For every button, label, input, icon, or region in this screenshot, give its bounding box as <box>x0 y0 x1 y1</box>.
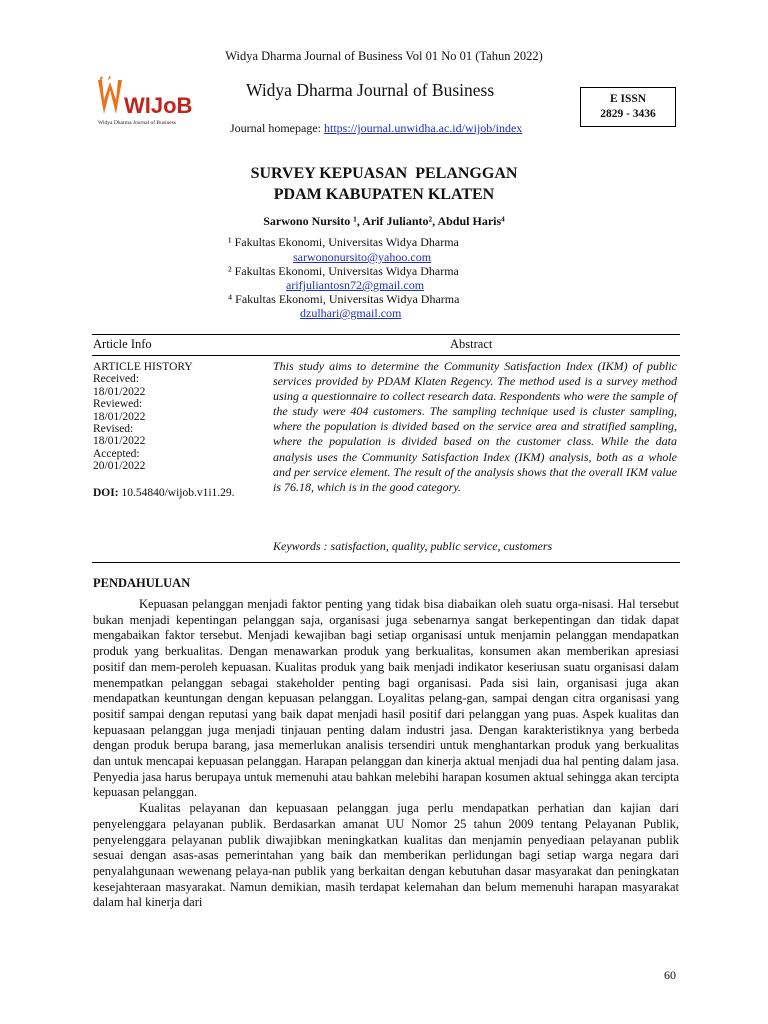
journal-logo <box>96 76 196 132</box>
author-list: Sarwono Nursito ¹, Arif Julianto², Abdul Haris⁴ <box>263 214 505 228</box>
author-email-3[interactable]: dzulhari@gmail.com <box>300 306 402 320</box>
divider-top <box>92 334 680 335</box>
wijob-logo-icon <box>96 76 196 120</box>
accepted-label: Accepted: <box>93 447 140 460</box>
page-number: 60 <box>664 968 676 982</box>
issn-box <box>580 87 676 127</box>
abstract-heading: Abstract <box>450 337 493 351</box>
doi-label: DOI: <box>93 487 119 499</box>
history-label: ARTICLE HISTORY <box>93 361 193 373</box>
doi <box>93 487 235 499</box>
author-email-2[interactable]: arifjuliantosn72@gmail.com <box>286 278 425 292</box>
journal-homepage <box>230 121 522 136</box>
article-history <box>93 361 193 473</box>
reviewed-label: Reviewed: <box>93 398 143 411</box>
accepted-date: 20/01/2022 <box>93 460 146 473</box>
body-paragraph-2: Kualitas pelayanan dan kepuasaan pelanggan juga perlu mendapatkan perhatian dan kajian dari penyelenggara pelayanan publik. Berdasarkan amanat UU Nomor 25 tahun 2009 tentang Pelayanan Publik, penyelenggara pelayanan publik diwajibkan meningkatkan kualitas dan menjamin penyediaan pelayanan publik sesuai dengan asas-asas pemerintahan yang baik dan memberikan perlidungan bagi setiap warga negara dari penyalahgunaan wewenang pelaya-nan publik yang berkaitan dengan kebutuhan dasar masyarakat dan peningkatan kesejahteraan masyarakat. Namun demikian, masih terdapat kelemahan dan belum memenuhi harapan masyarakat dalam hal kinerja dari <box>93 801 679 910</box>
section-heading: PENDAHULUAN <box>93 576 191 590</box>
paper-title-line-2: PDAM KABUPATEN KLATEN <box>273 186 495 203</box>
logo-caption: Widya Dharma Journal of Business <box>98 120 176 126</box>
affiliation-3: ⁴ Fakultas Ekonomi, Universitas Widya Dharma <box>228 292 460 306</box>
body-paragraph-1: Kepuasan pelanggan menjadi faktor penting yang tidak bisa diabaikan oleh suatu orga-nisasi. Hal tersebut bukan menjadi kepentingan pelanggan saja, organisasi juga sebenarnya sangat berkepentingan dan tidak dapat mengabaikan faktor tersebut. Menjadi kewajiban bagi setiap organisasi untuk menjamin pelanggan mendapatkan produk yang berkualitas. Dengan menawarkan produk yang berkualitas, konsumen akan memberikan apresiasi positif dan mem-peroleh kepuasan. Kualitas produk yang baik menjadi indikator keseriusan suatu organisasi dalam menempatkan pelanggan sebagai stakeholder penting bagi organisasi. Pada sisi lain, organisasi juga akan mendapatkan keuntungan dengan kepuasan pelanggan. Loyalitas pelang-gan, sampai dengan citra organisasi yang positif sampai dengan reputasi yang baik dapat menjadi hasil positif dari pelanggan yang puas. Aspek kualitas dan kepuasaan pelanggan juga menjadi tinjauan penting dalam industri jasa. Dengan karakteristiknya yang berbeda dengan produk berupa barang, jasa memerlukan analisis tersendiri untuk menghantarkan produk yang berkualitas dan untuk mencapai kepuasan pelanggan. Harapan pelanggan dan kinerja aktual menjadi dua hal penting dalam jasa. Penyedia jasa harus berupaya untuk memenuhi atau bahkan melebihi harapan kosumen aktual sehingga akan tercipta kepuasan pelanggan. <box>93 597 679 800</box>
issn-value: 2829 - 3436 <box>600 108 656 120</box>
revised-label: Revised: <box>93 423 134 436</box>
affiliation-1: ¹ Fakultas Ekonomi, Universitas Widya Dharma <box>228 235 459 249</box>
journal-title: Widya Dharma Journal of Business <box>246 80 495 100</box>
homepage-link[interactable]: https://journal.unwidha.ac.id/wijob/index <box>323 121 523 135</box>
svg-text:WIJoB: WIJoB <box>124 93 193 118</box>
article-info-heading: Article Info <box>93 337 152 351</box>
divider-bottom <box>92 562 680 563</box>
paper-title <box>0 163 768 205</box>
issn-label: E ISSN <box>609 93 647 105</box>
running-header: Widya Dharma Journal of Business Vol 01 No 01 (Tahun 2022) <box>225 49 543 63</box>
author-email-1[interactable]: sarwononursito@yahoo.com <box>293 250 432 264</box>
revised-date: 18/01/2022 <box>93 435 146 448</box>
body-text <box>93 597 679 911</box>
keywords: Keywords : satisfaction, quality, public service, customers <box>273 539 553 553</box>
paper-title-line-1: SURVEY KEPUASAN PELANGGAN <box>250 165 518 182</box>
doi-value: 10.54840/wijob.v1i1.29. <box>121 487 235 499</box>
affiliation-2: ² Fakultas Ekonomi, Universitas Widya Dharma <box>228 264 459 278</box>
abstract-text: This study aims to determine the Community Satisfaction Index (IKM) of public services provided by PDAM Klaten Regency. The method used is a survey method using a questionnaire to collect research data. Respondents who were the sample of the study were 404 customers. The sampling technique used is cluster sampling, where the population is divided based on the service area and stratified sampling, where the population is divided based on the customer class. While the data analysis uses the Community Satisfaction Index (IKM) analysis, both as a whole and per service element. The result of the analysis shows that the overall IKM value is 76.18, which is in the good category. <box>273 359 677 494</box>
homepage-label: Journal homepage: <box>230 121 321 135</box>
divider-middle <box>92 355 680 356</box>
received-date: 18/01/2022 <box>93 385 146 398</box>
reviewed-date: 18/01/2022 <box>93 410 146 423</box>
received-label: Received: <box>93 373 139 386</box>
